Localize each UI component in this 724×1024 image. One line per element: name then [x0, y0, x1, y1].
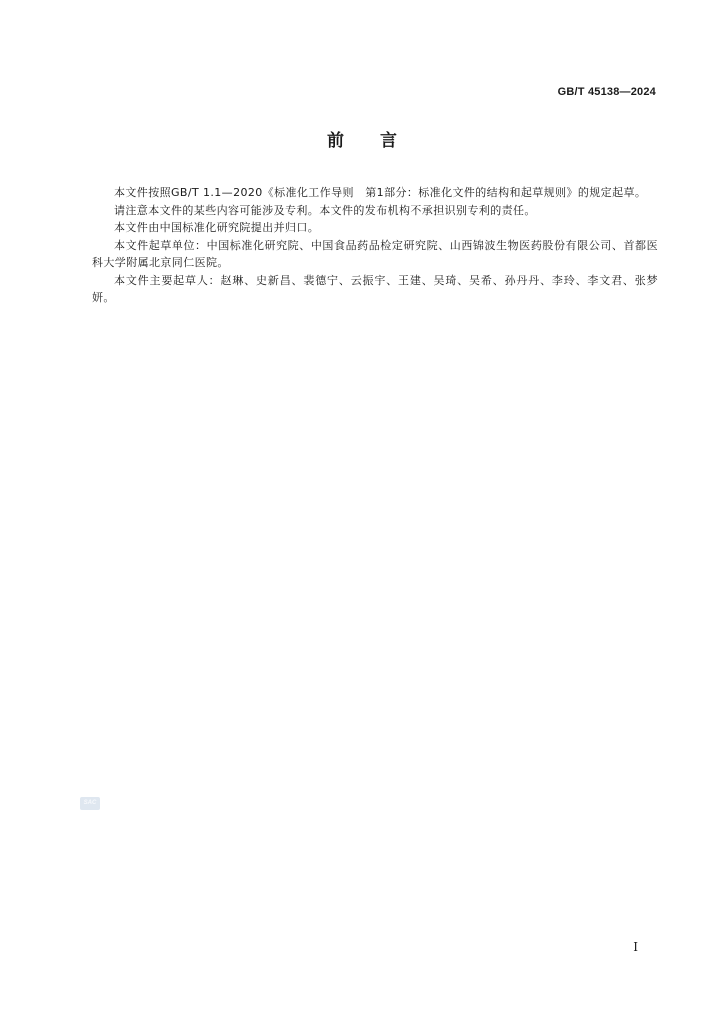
paragraph-drafting-rules: 本文件按照GB/T 1.1—2020《标准化工作导则 第1部分：标准化文件的结构和起草规则》的规定起草。 [114, 186, 647, 199]
page-title [0, 126, 724, 151]
paragraph-drafters: 本文件主要起草人：赵琳、史新昌、裴德宁、云振宇、王建、吴琦、吴希、孙丹丹、李玲、李文君、张梦妍。 [92, 273, 658, 304]
standard-code: GB/T 45138—2024 [557, 86, 656, 98]
page-number: I [633, 940, 638, 954]
paragraph-patent-notice: 请注意本文件的某些内容可能涉及专利。本文件的发布机构不承担识别专利的责任。 [114, 203, 536, 217]
sac-watermark-logo: SAC [80, 797, 100, 810]
paragraph-drafting-units: 本文件起草单位：中国标准化研究院、中国食品药品检定研究院、山西锦波生物医药股份有限公司、首都医科大学附属北京同仁医院。 [92, 238, 658, 269]
title-char-1: 前 [327, 131, 344, 151]
paragraph-proposer: 本文件由中国标准化研究院提出并归口。 [114, 221, 320, 234]
foreword-body [92, 184, 658, 307]
title-char-2: 言 [380, 131, 397, 151]
